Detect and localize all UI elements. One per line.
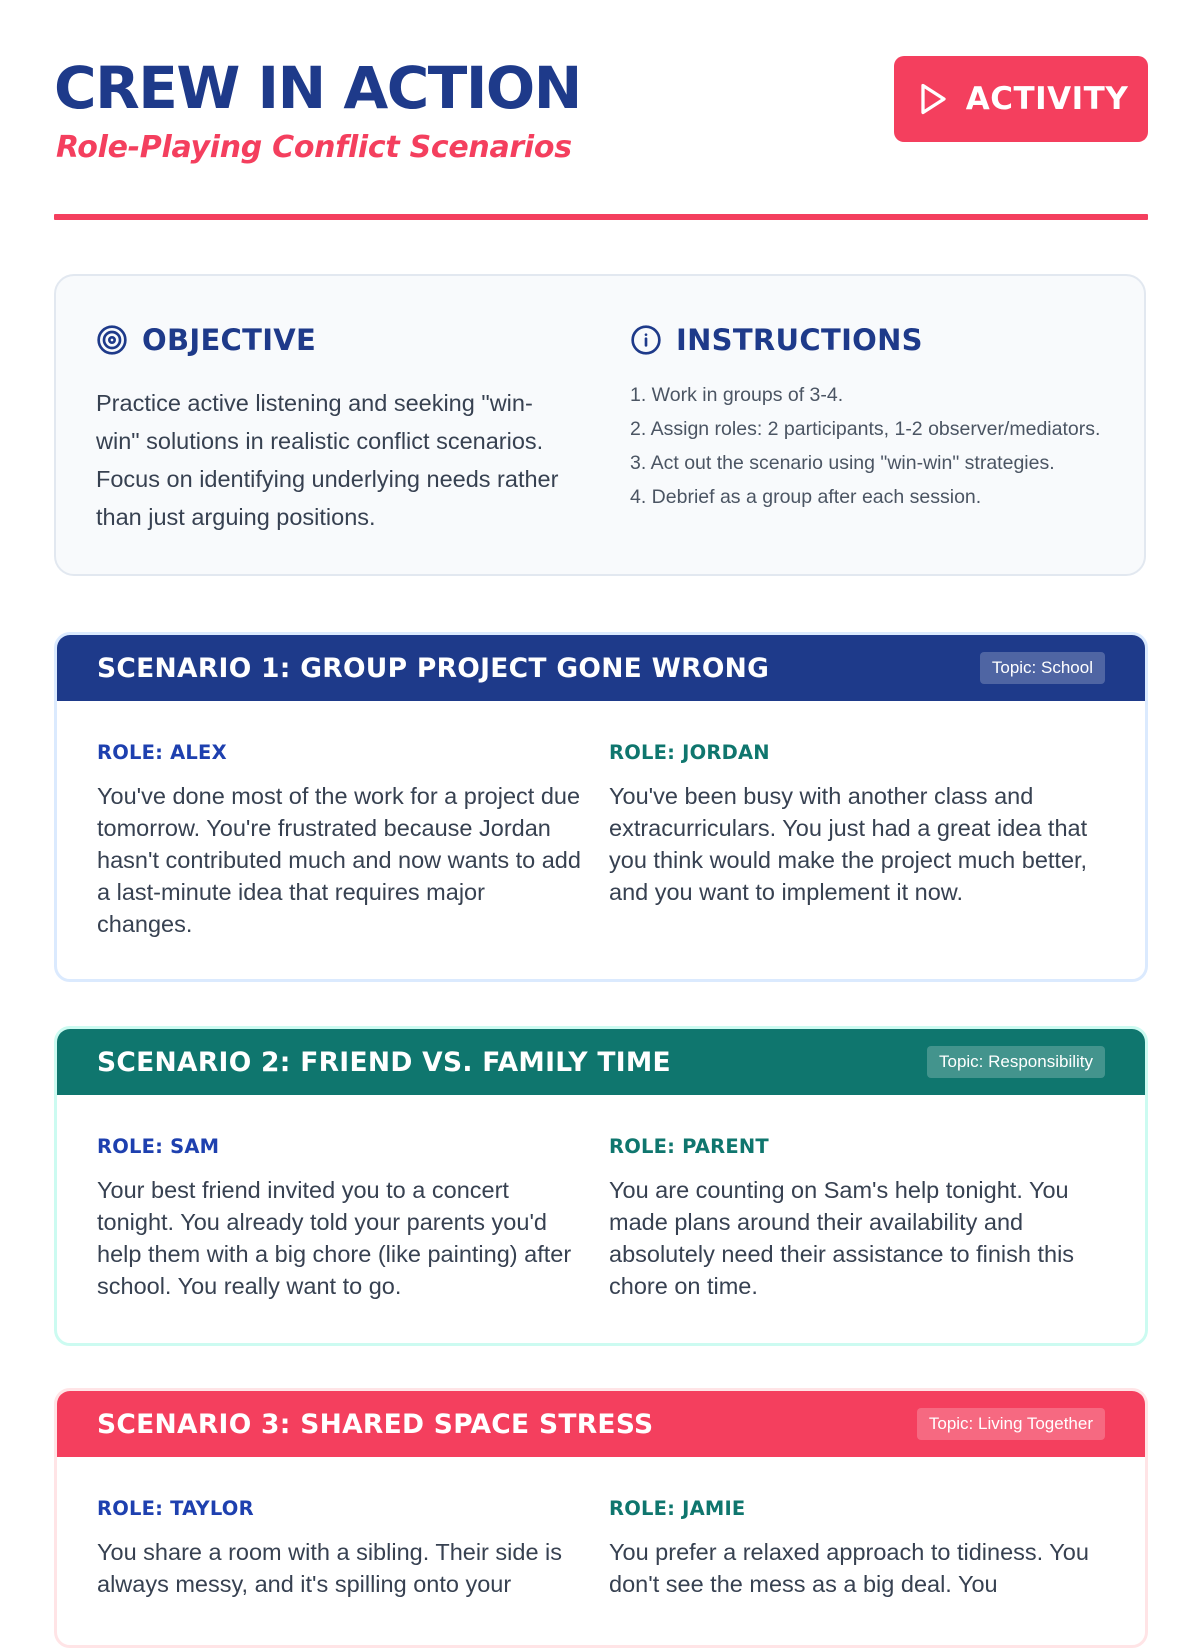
role-label: ROLE: JAMIE (609, 1497, 746, 1520)
target-icon (96, 324, 128, 356)
role-block (609, 1497, 1109, 1600)
page-title: CREW IN ACTION (54, 54, 581, 122)
instructions-list (630, 382, 1120, 510)
topic-badge: Topic: School (980, 652, 1105, 684)
scenario-header (57, 1391, 1145, 1457)
role-description: You've been busy with another class and extracurriculars. You just had a great idea that you think would make the project much better, and you want to implement it now. (609, 783, 1088, 905)
play-icon (914, 81, 950, 117)
role-block (97, 741, 583, 940)
scenario-card (54, 1026, 1148, 1346)
role-description: You've done most of the work for a project due tomorrow. You're frustrated because Jordan hasn't contributed much and now wants to add a last-minute idea that requires major changes. (97, 783, 581, 937)
page-header (54, 56, 1148, 176)
instruction-item: 1. Work in groups of 3-4. (630, 384, 844, 406)
objective-text: Practice active listening and seeking "win-win" solutions in realistic conflict scenarios. Focus on identifying underlying needs rather than just arguing positions. (96, 390, 559, 530)
role-label: ROLE: ALEX (97, 741, 227, 764)
role-label: ROLE: JORDAN (609, 741, 770, 764)
header-divider (54, 214, 1148, 220)
scenario-title: SCENARIO 3: SHARED SPACE STRESS (97, 1408, 654, 1440)
scenario-card (54, 1388, 1148, 1648)
info-icon (630, 324, 662, 356)
role-label: ROLE: SAM (97, 1135, 220, 1158)
role-label: ROLE: TAYLOR (97, 1497, 254, 1520)
role-block (609, 741, 1109, 908)
role-description: You prefer a relaxed approach to tidiness. You don't see the mess as a big deal. You (609, 1539, 1089, 1597)
role-block (609, 1135, 1109, 1302)
objective-section (96, 322, 576, 536)
role-block (97, 1135, 583, 1302)
instructions-section (630, 322, 1120, 518)
role-description: You are counting on Sam's help tonight. You made plans around their availability and absolutely need their assistance to finish this chore on time. (609, 1177, 1075, 1299)
activity-button-label: ACTIVITY (965, 81, 1129, 117)
objective-title: OBJECTIVE (142, 323, 317, 357)
activity-button[interactable] (894, 56, 1148, 142)
instruction-item: 2. Assign roles: 2 participants, 1-2 observer/mediators. (630, 418, 1101, 440)
instruction-item: 3. Act out the scenario using "win-win" strategies. (630, 452, 1055, 474)
page-subtitle: Role-Playing Conflict Scenarios (56, 130, 572, 165)
scenario-header (57, 635, 1145, 701)
scenario-title: SCENARIO 1: GROUP PROJECT GONE WRONG (97, 652, 770, 684)
role-block (97, 1497, 583, 1600)
role-description: Your best friend invited you to a concert tonight. You already told your parents you'd help them with a big chore (like painting) after school. You really want to go. (97, 1177, 572, 1299)
scenario-title: SCENARIO 2: FRIEND VS. FAMILY TIME (97, 1046, 671, 1078)
instruction-item: 4. Debrief as a group after each session. (630, 486, 982, 508)
role-description: You share a room with a sibling. Their side is always messy, and it's spilling onto your (97, 1539, 563, 1597)
info-panel (54, 274, 1146, 576)
scenario-card (54, 632, 1148, 982)
instructions-title: INSTRUCTIONS (676, 323, 923, 357)
topic-badge: Topic: Living Together (917, 1408, 1105, 1440)
role-label: ROLE: PARENT (609, 1135, 769, 1158)
scenario-header (57, 1029, 1145, 1095)
topic-badge: Topic: Responsibility (927, 1046, 1105, 1078)
